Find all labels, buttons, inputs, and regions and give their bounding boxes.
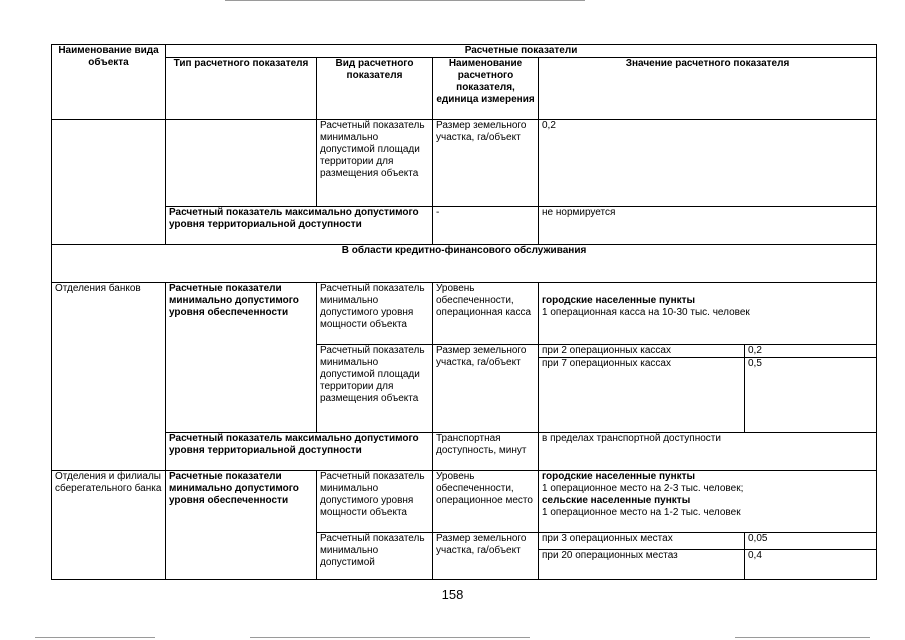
value-cell: в пределах транспортной доступности: [539, 433, 877, 471]
type-cell: [166, 120, 317, 207]
indicator-name-header: Наименование расчетного показателя, единица измерения: [433, 58, 539, 120]
scan-artifact-top: [225, 0, 585, 1]
value-cell: [539, 471, 877, 533]
scan-artifact-bottom: [35, 637, 155, 638]
value-cell: при 20 операционных местаз: [539, 550, 745, 580]
value-cell: 0,5: [745, 358, 877, 433]
header-row: [52, 45, 877, 58]
name-cell: Размер земельного участка, га/объект: [433, 345, 539, 433]
kind-cell: Расчетный показатель минимально допустимой площади территории для размещения объекта: [317, 345, 433, 433]
indicators-table: [51, 44, 877, 580]
value-cell: 0,4: [745, 550, 877, 580]
value-cell: 0,2: [745, 345, 877, 358]
value-cell: не нормируется: [539, 207, 877, 245]
name-cell: Уровень обеспеченности, операционная касса: [433, 283, 539, 345]
table-row: [52, 433, 877, 471]
table-row: [52, 120, 877, 207]
name-cell: Транспортная доступность, минут: [433, 433, 539, 471]
calc-indicators-header: Расчетные показатели: [166, 45, 877, 58]
value-cell: при 2 операционных кассах: [539, 345, 745, 358]
name-cell: Уровень обеспеченности, операционное место: [433, 471, 539, 533]
value-text: 1 операционная касса на 10-30 тыс. человек: [542, 307, 750, 318]
section-title: В области кредитно-финансового обслуживания: [52, 245, 877, 283]
object-cell: [52, 120, 166, 245]
value-cell: [539, 283, 877, 345]
table-row: [52, 207, 877, 245]
indicator-kind-header: Вид расчетного показателя: [317, 58, 433, 120]
value-cell: при 7 операционных кассах: [539, 358, 745, 433]
value-cell: 0,2: [539, 120, 877, 207]
header-row: [52, 58, 877, 120]
section-row: [52, 245, 877, 283]
page-number: 158: [441, 587, 464, 602]
value-cell: при 3 операционных местах: [539, 533, 745, 550]
indicator-value-header: Значение расчетного показателя: [539, 58, 877, 120]
indicator-type-header: Тип расчетного показателя: [166, 58, 317, 120]
kind-cell: Расчетный показатель минимально допустимой площади территории для размещения объекта: [317, 120, 433, 207]
value-heading: сельские населенные пункты: [542, 495, 691, 506]
value-heading: городские населенные пункты: [542, 295, 696, 306]
value-text: 1 операционное место на 1-2 тыс. человек: [542, 507, 741, 518]
name-cell: Размер земельного участка, га/объект: [433, 533, 539, 580]
table-row: [52, 471, 877, 533]
table-row: [52, 283, 877, 345]
type-cell: Расчетные показатели минимально допустимого уровня обеспеченности: [166, 283, 317, 433]
kind-cell: Расчетный показатель минимально допустимого уровня мощности объекта: [317, 471, 433, 533]
kind-cell: Расчетный показатель минимально допустимого уровня мощности объекта: [317, 283, 433, 345]
kind-cell: Расчетный показатель минимально допустимой: [317, 533, 433, 580]
name-cell: -: [433, 207, 539, 245]
value-text: 1 операционное место на 2-3 тыс. человек;: [542, 483, 744, 494]
value-heading: городские населенные пункты: [542, 471, 696, 482]
scan-artifact-bottom: [735, 637, 870, 638]
scan-artifact-bottom: [250, 637, 530, 638]
value-cell: 0,05: [745, 533, 877, 550]
type-cell: Расчетный показатель максимально допустимого уровня территориальной доступности: [166, 433, 433, 471]
name-cell: Размер земельного участка, га/объект: [433, 120, 539, 207]
object-type-header: Наименование вида объекта: [52, 45, 166, 120]
type-cell: Расчетные показатели минимально допустимого уровня обеспеченности: [166, 471, 317, 580]
object-cell: Отделения и филиалы сберегательного банка: [52, 471, 166, 580]
type-cell: Расчетный показатель максимально допустимого уровня территориальной доступности: [166, 207, 433, 245]
object-cell: Отделения банков: [52, 283, 166, 471]
